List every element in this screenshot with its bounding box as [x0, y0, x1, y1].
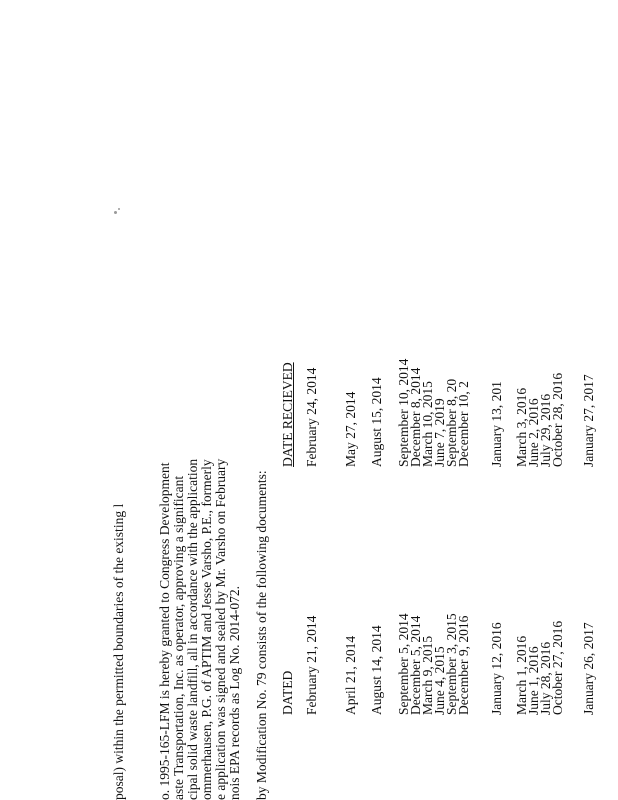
received-cell: June 7, 2019 [432, 398, 447, 467]
scan-speck [118, 208, 120, 210]
dated-cell: March 1, 2016 [514, 635, 529, 715]
received-cell: September 8, 20 [444, 378, 459, 467]
received-cell: June 2, 2016 [526, 398, 541, 467]
dated-cell: June 4, 2015 [432, 646, 447, 715]
paragraph-line-2: aste Transportation, Inc. as operator, approving a significant [171, 475, 186, 800]
dated-cell: June 1, 2016 [526, 646, 541, 715]
received-cell: January 13, 201 [489, 381, 504, 467]
dated-cell: January 12, 2016 [489, 622, 504, 715]
received-cell: August 15, 2014 [369, 377, 384, 467]
dated-cell: September 5, 2014 [396, 613, 411, 715]
received-cell: December 10, 2 [456, 381, 471, 467]
received-cell: March 10, 2015 [420, 381, 435, 467]
received-cell: July 29, 2016 [538, 393, 553, 467]
dated-header: DATED [280, 670, 295, 715]
received-cell: September 10, 2014 [396, 358, 411, 467]
paragraph-line-4: ommerhausen, P.G. of APTIM and Jesse Varsho, P.E., formerly [199, 459, 214, 800]
received-header: DATE RECIEVED [280, 362, 295, 467]
paragraph-line-3: cipal solid waste landfill, all in accordance with the application [185, 458, 200, 800]
dated-cell: July 28, 2016 [538, 641, 553, 715]
dated-cell: August 14, 2014 [369, 625, 384, 715]
received-cell: December 8, 2014 [408, 367, 423, 467]
dated-cell: March 9, 2015 [420, 635, 435, 715]
paragraph-line-6: nois EPA records as Log No. 2014-072. [227, 586, 242, 800]
received-cell: February 24, 2014 [304, 367, 319, 467]
dated-cell: April 21, 2014 [343, 635, 358, 715]
intro-line: by Modification No. 79 consists of the following documents: [254, 470, 269, 800]
dated-cell: October 27, 2016 [550, 620, 565, 715]
received-cell: March 3, 2016 [514, 387, 529, 467]
paragraph-line-1: o. 1995-165-LFM is hereby granted to Congress Development [157, 462, 172, 800]
dated-cell: February 21, 2014 [304, 615, 319, 715]
dated-cell: December 5, 2014 [408, 615, 423, 715]
received-cell: January 27, 2017 [581, 374, 596, 467]
scan-speck [114, 211, 117, 214]
dated-cell: December 9, 2016 [456, 615, 471, 715]
paragraph-line-5: e application was signed and sealed by Mr. Varsho on February [213, 458, 228, 800]
dated-cell: January 26, 2017 [581, 622, 596, 715]
received-cell: May 27, 2014 [343, 391, 358, 467]
top-line: posal) within the permitted boundaries of the existing l [111, 503, 126, 800]
received-cell: October 28, 2016 [550, 372, 565, 467]
dated-cell: September 3, 2015 [444, 613, 459, 715]
